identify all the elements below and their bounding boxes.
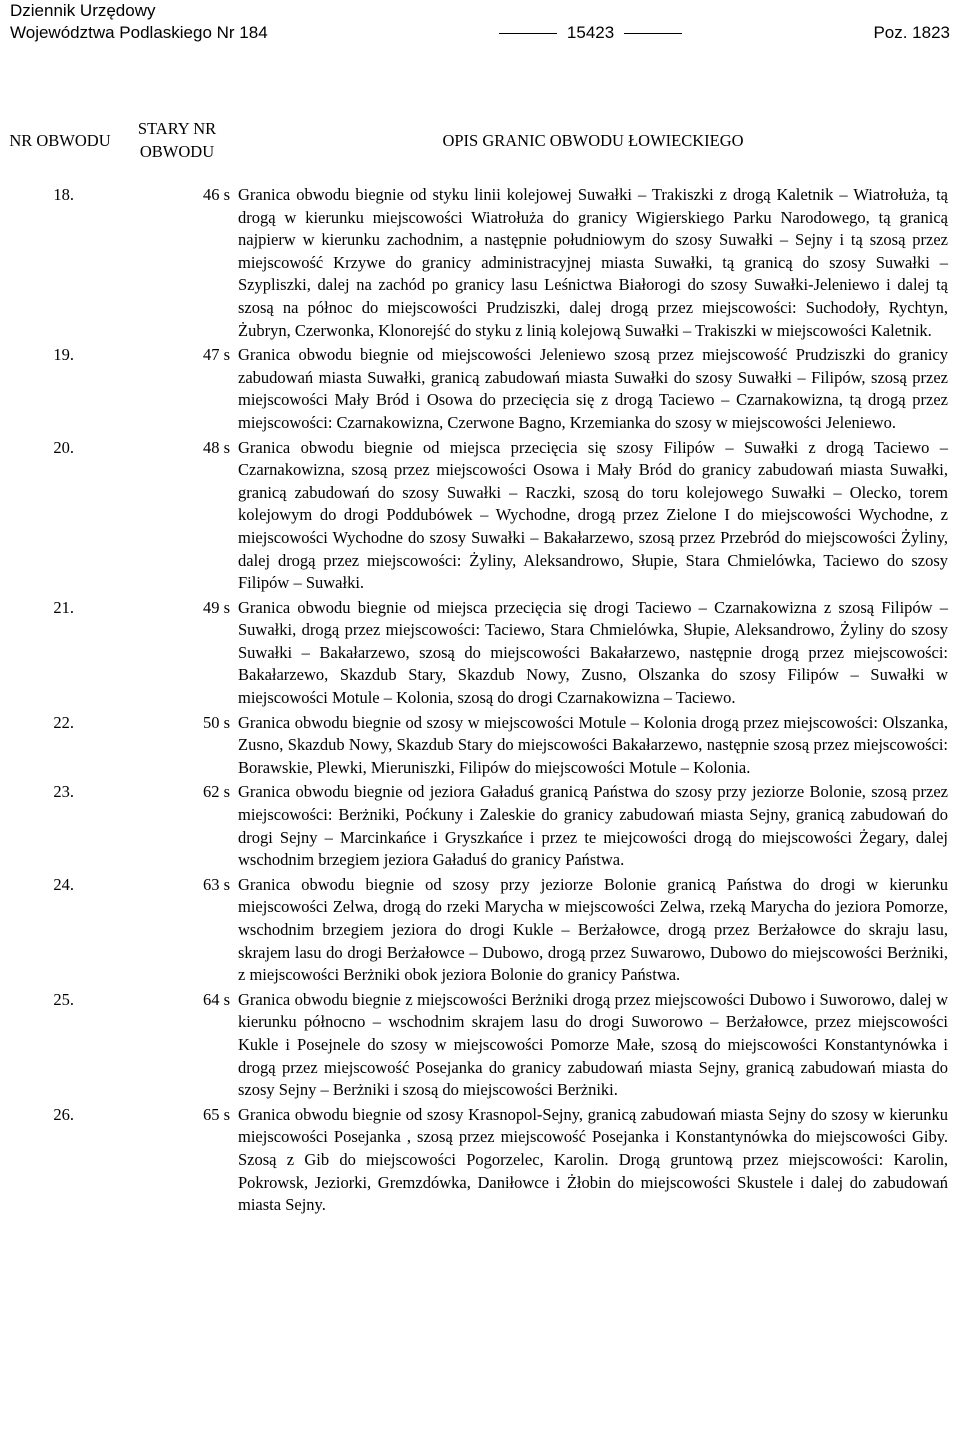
- row-description: Granica obwodu biegnie z miejscowości Berżniki drogą przez miejscowości Dubowo i Suworowo, dalej w kierunku północno – wschodnim skrajem lasu do drogi Suworowo – Berżałowce, przez miejscowości Kukle i Posejnele do szosy w miejscowości Pomorze Małe, szosą do miejscowości Konstantynówka i drogą przez miejscowość Posejanka do granicy zabudowań miasta Sejny, granicą zabudowań miasta do szosy Sejny – Berżniki i szosą do miejscowości Berżniki.: [238, 989, 948, 1100]
- header-opis-granic: OPIS GRANIC OBWODU ŁOWIECKIEGO: [442, 130, 744, 150]
- row-number: 22.: [53, 712, 74, 732]
- position-number: Poz. 1823: [873, 23, 950, 42]
- page-header: [10, 0, 950, 44]
- row-number-cell: [8, 437, 120, 597]
- row-description: Granica obwodu biegnie od szosy przy jeziorze Bolonie granicą Państwa do drogi w kierunku miejscowości Zelwa, drogą do rzeki Marycha w miejscowości Zelwa, rzeką Marycha do jeziora Pomorze, wschodnim brzegiem jeziora do drogi Kukle – Berżałowce, drogą przez Berżałowce do skraju lasu, skrajem lasu do drogi Berżałowce – Dubowo, drogą przez Suwarowo, Dubowo do miejscowości Berżniki, z miejscowości Berżniki obok jeziora Bolonie do granicy Państwa.: [238, 874, 948, 985]
- row-number-cell: [8, 184, 120, 344]
- row-old-number: 49 s: [202, 597, 230, 617]
- row-old-number: 47 s: [202, 345, 230, 365]
- row-description: Granica obwodu biegnie od styku linii kolejowej Suwałki – Trakiszki z drogą Kaletnik – Wiatrołuża, tą drogą w kierunku miejscowości Wiatrołuża do granicy Wigierskiego Parku Narodowego, tą granicą najpierw w kierunku zachodnim, a następnie południowym do szosy Suwałki – Sejny i tą szosą przez miejscowość Krzywe do granicy administracyjnej miasta Suwałki, tą granicą do szosy Suwałki – Szypliszki, dalej na zachód po granicy lasu Leśnictwa Białorogi do szosy Suwałki-Jeleniewo i dalej tą szosą na północ do miejscowości Prudziszki, dalej drogą przez miejscowości: Suchodoły, Rychtyn, Żubryn, Czerwonka, Klonorejść do styku z linią kolejową Suwałki – Trakiszki w miejscowości Kaletnik.: [238, 185, 948, 340]
- page-dash-left: [499, 33, 557, 34]
- row-number: 18.: [53, 185, 74, 204]
- journal-subtitle: Województwa Podlaskiego Nr 184: [10, 23, 268, 42]
- row-number-cell: [8, 874, 120, 989]
- row-number: 26.: [53, 1104, 74, 1124]
- table-header-row: [8, 98, 952, 184]
- row-number: 23.: [53, 782, 74, 802]
- row-old-number: 48 s: [202, 437, 230, 457]
- table-row: [8, 184, 952, 344]
- header-row: [10, 22, 950, 44]
- row-number-cell: [8, 712, 120, 782]
- header-stary-nr-obwodu: STARY NR OBWODU: [137, 119, 217, 161]
- row-old-number: 64 s: [202, 989, 230, 1009]
- row-old-number: 62 s: [202, 782, 230, 802]
- table-row: [8, 989, 952, 1104]
- page-number: 15423: [566, 23, 615, 42]
- page-dash-right: [624, 33, 682, 34]
- table-row: [8, 781, 952, 873]
- journal-title: Dziennik Urzędowy: [10, 1, 156, 20]
- row-description: Granica obwodu biegnie od szosy Krasnopol-Sejny, granicą zabudowań miasta Sejny do szosy w kierunku miejscowości Posejanka , szosą przez miejscowość Posejanka i Konstantynówka do miejscowości Giby. Szosą z Gib do miejscowości Pogorzelec, Karolin. Drogą gruntową przez miejscowości: Karolin, Pokrowsk, Jeziorki, Gremzdówka, Daniłowce i Żłobin do miejscowości Skustele i dalej do zabudowań miasta Sejny.: [238, 1104, 948, 1215]
- row-description: Granica obwodu biegnie od miejsca przecięcia się drogi Taciewo – Czarnakowizna z szosą Filipów – Suwałki, drogą przez miejscowości: Taciewo, Stara Chmielówka, Słupie, Aleksandrowo, Żyliny do szosy Suwałki – Bakałarzewo, szosą do miejscowości Bakałarzewo, następnie drogą przez miejscowości: Bakałarzewo, Skazdub Stary, Skazdub Nowy, Zusno, Olszanka do szosy Filipów – Suwałki w miejscowości Motule – Kolonia, szosą do drogi Czarnakowizna – Taciewo.: [238, 597, 948, 708]
- row-number: 19.: [53, 345, 74, 365]
- header-nr-obwodu: NR OBWODU: [9, 130, 111, 150]
- table-row: [8, 344, 952, 436]
- boundary-table: [8, 98, 952, 1219]
- row-number: 21.: [53, 597, 74, 617]
- row-number-cell: [8, 989, 120, 1104]
- row-old-number: 65 s: [202, 1104, 230, 1124]
- table-row: [8, 1104, 952, 1219]
- row-old-number: 50 s: [202, 712, 230, 732]
- row-description: Granica obwodu biegnie od szosy w miejscowości Motule – Kolonia drogą przez miejscowości: Olszanka, Zusno, Skazdub Nowy, Skazdub Stary do miejscowości Bakałarzewo, następnie szosą przez miejscowości: Borawskie, Plewki, Mieruniszki, Filipów do miejscowości Motule – Kolonia.: [238, 712, 948, 777]
- row-description: Granica obwodu biegnie od miejscowości Jeleniewo szosą przez miejscowość Prudziszki do granicy zabudowań miasta Suwałki, granicą zabudowań miasta Suwałki do szosy Suwałki – Filipów, szosą przez miejscowości Mały Bród i Osowa do przecięcia się z drogą Taciewo – Czarnakowizna, tą drogą przez miejscowości: Czarnakowizna, Czerwone Bagno, Krzemianka do szosy w miejscowości Jeleniewo.: [238, 345, 948, 432]
- table-row: [8, 597, 952, 712]
- row-old-number: 46 s: [202, 185, 230, 204]
- row-description: Granica obwodu biegnie od miejsca przecięcia się szosy Filipów – Suwałki z drogą Taciewo – Czarnakowizna, szosą przez miejscowości Osowa i Mały Bród do granicy zabudowań miasta Suwałki, granicą zabudowań do szosy Suwałki – Raczki, szosą do toru kolejowego Suwałki – Olecko, torem kolejowym do drogi Poddubówek – Wychodne, drogą przez Zielone I do miejscowości Wychodne, z miejscowości Wychodne do szosy Suwałki – Bakałarzewo, szosą przez Przebród do miejscowości Żyliny, dalej drogą przez miejscowości: Żyliny, Aleksandrowo, Słupie, Stara Chmielówka, Taciewo do szosy Filipów – Suwałki.: [238, 437, 948, 593]
- row-number: 20.: [53, 437, 74, 457]
- row-number: 24.: [53, 874, 74, 894]
- table-row: [8, 437, 952, 597]
- page-number-group: [499, 22, 682, 44]
- table-row: [8, 712, 952, 782]
- table-row: [8, 874, 952, 989]
- row-number-cell: [8, 597, 120, 712]
- row-description: Granica obwodu biegnie od jeziora Gaładuś granicą Państwa do szosy przy jeziorze Bolonie, szosą przez miejscowości: Berżniki, Poćkuny i Zaleskie do granicy zabudowań miasta Sejny, granicą zabudowań do drogi Sejny – Marcinkańce i Gryszkańce i przez te miejcowości drogą do miejscowości Żegary, dalej wschodnim brzegiem jeziora Gaładuś do granicy Państwa.: [238, 782, 948, 870]
- row-number-cell: [8, 781, 120, 873]
- row-number: 25.: [53, 989, 74, 1009]
- row-old-number: 63 s: [202, 874, 230, 894]
- row-number-cell: [8, 344, 120, 436]
- row-number-cell: [8, 1104, 120, 1219]
